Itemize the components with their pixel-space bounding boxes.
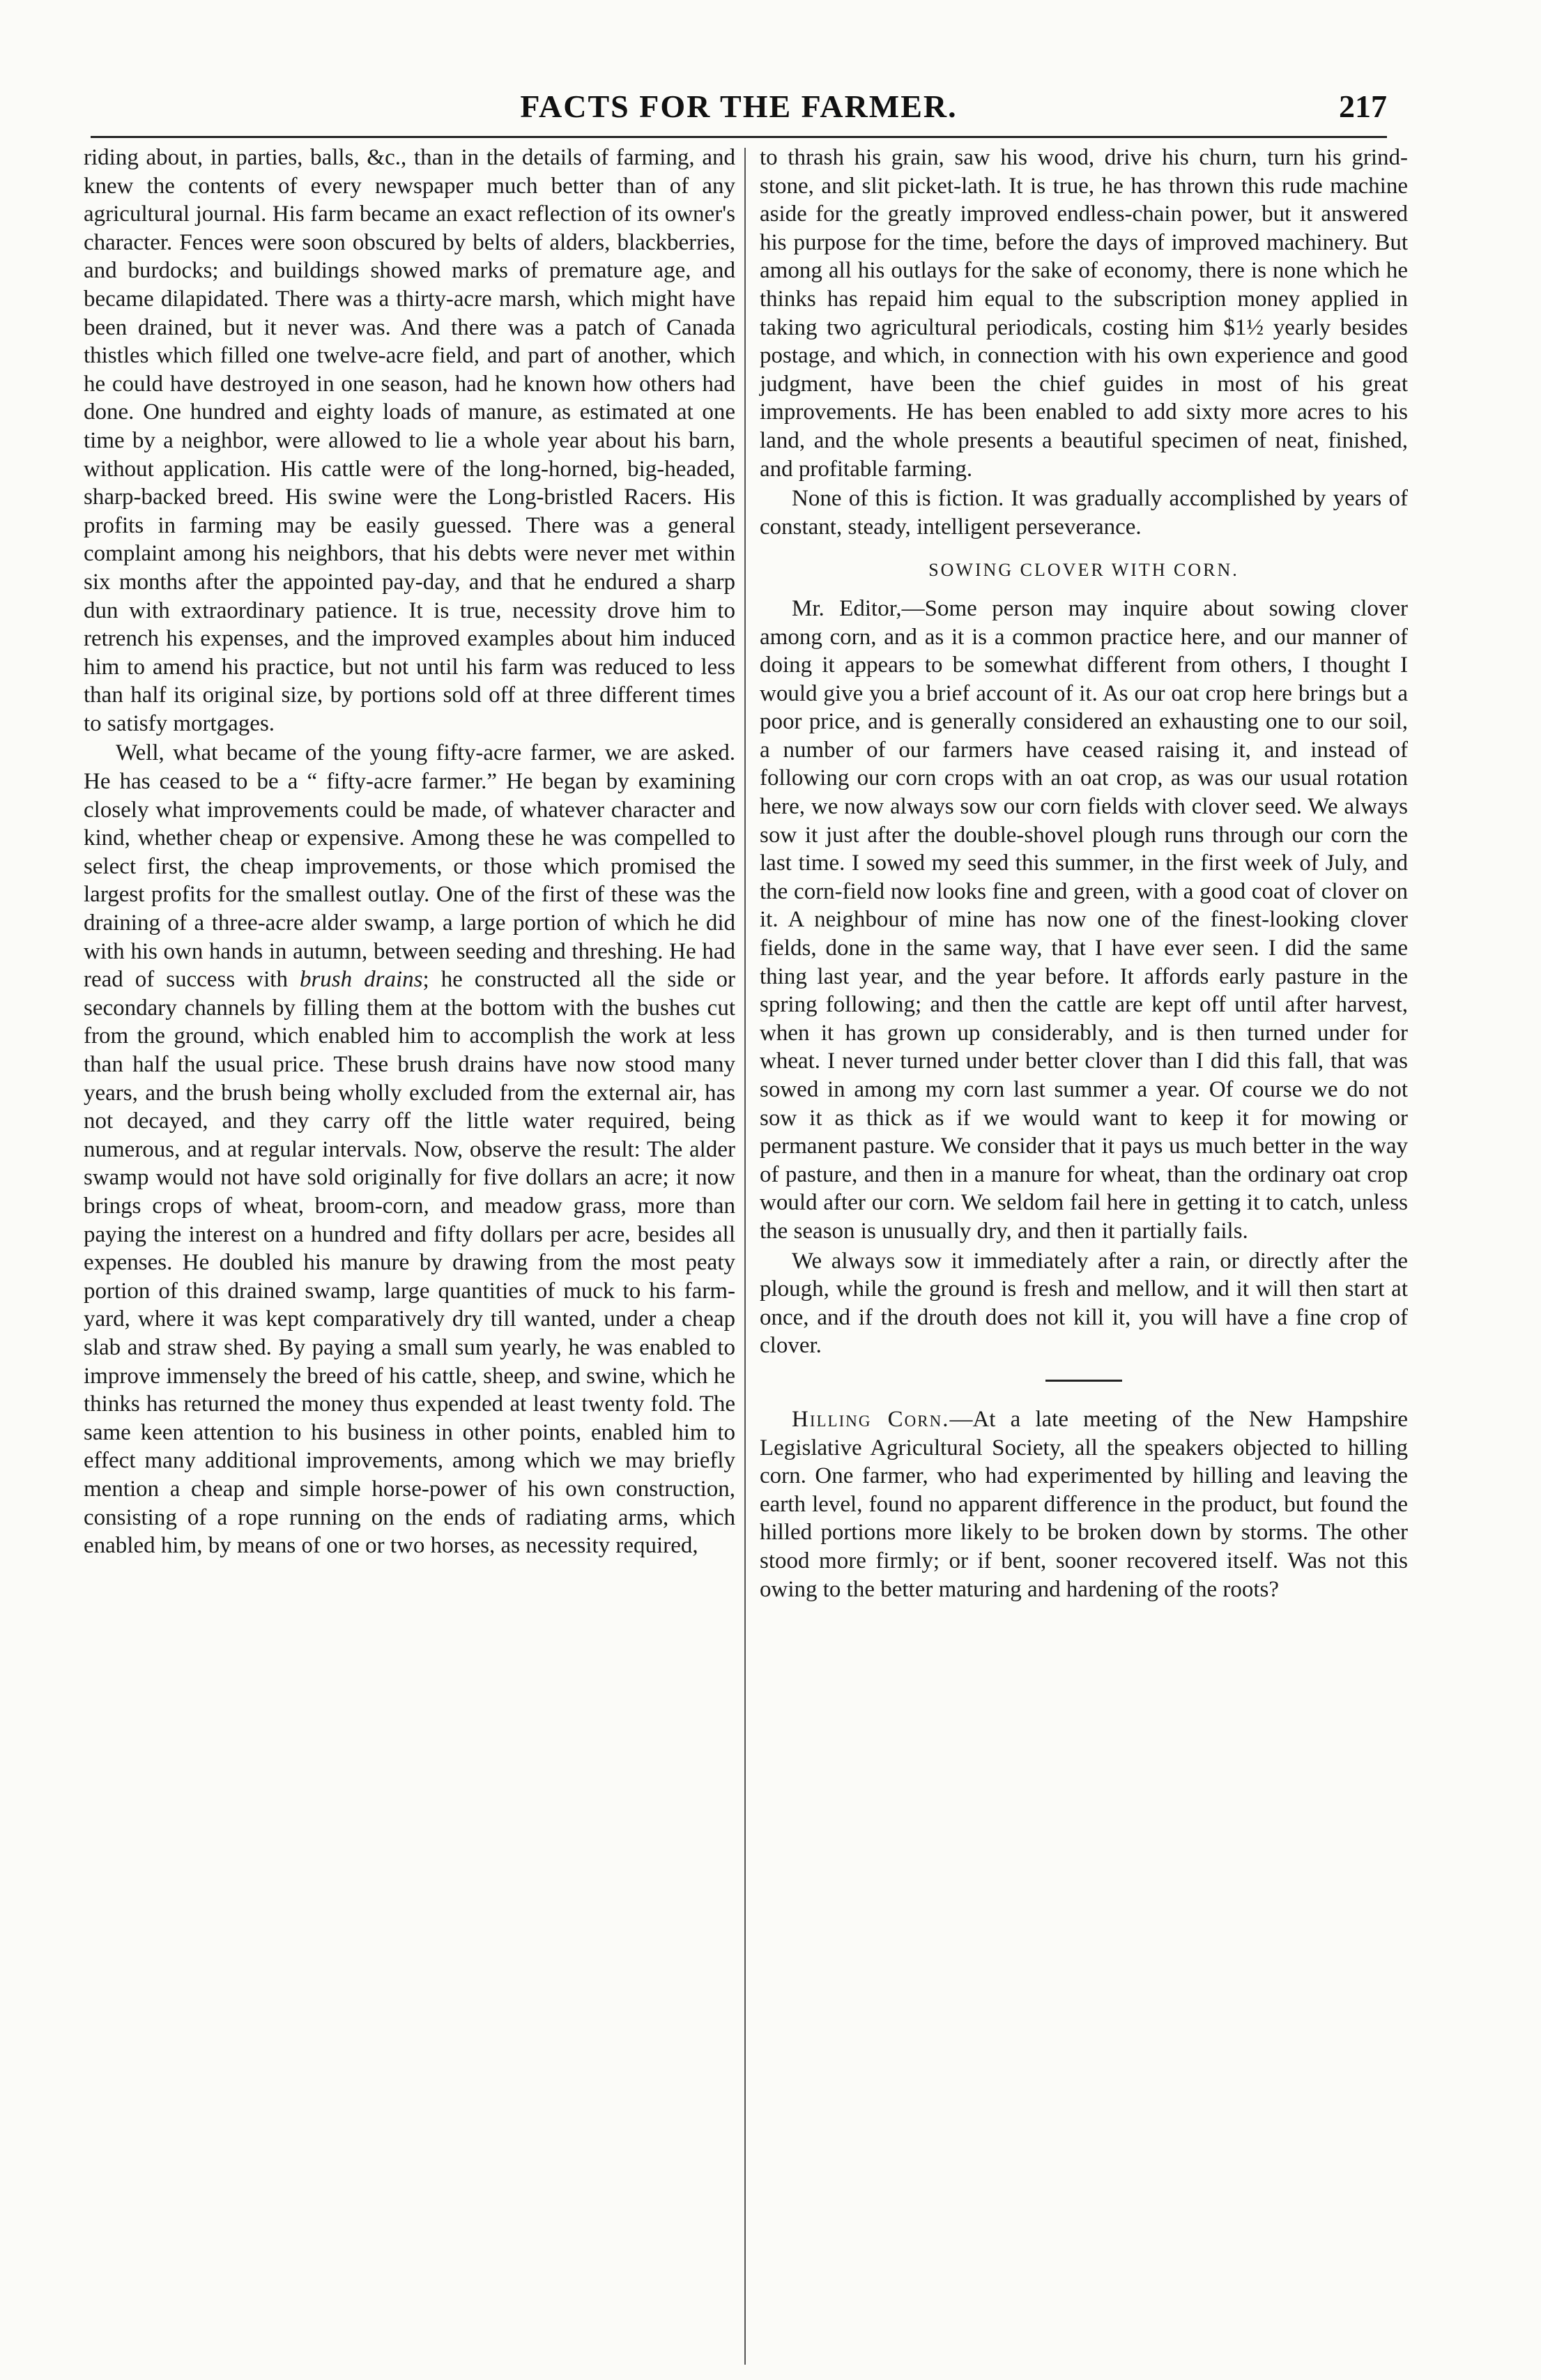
- paragraph-clover-letter: Mr. Editor,—Some person may inquire about sowing clover among corn, and as it is a common practice here, and our manner of doing it appears to be somewhat different from others, I thought I would give you a brief account of it. As our oat crop here brings but a poor price, and is generally considered an exhausting one to our soil, a number of our farmers have ceased raising it, and instead of following our corn crops with an oat crop, as was our usual rotation here, we now always sow our corn fields with clover seed. We always sow it just after the double-shovel plough runs through our corn the last time. I sowed my seed this summer, in the first week of July, and the corn-field now looks fine and green, with a good coat of clover on it. A neighbour of mine has now one of the finest-looking clover fields, done in the same way, that I have ever seen. I did the same thing last year, and the year before. It affords early pasture in the spring following; and then the cattle are kept off until after harvest, when it has grown up considerably, and is then turned under for wheat. I never turned under better clover than I did this fall, that was sowed in among my corn last summer a year. Of course we do not sow it as thick as if we would want to keep it for mowing or permanent pasture. We consider that it pays us much better in the way of pasture, and then in a manure for wheat, than the ordinary oat crop would after our corn. We seldom fail here in getting it to catch, unless the season is unusually dry, and then it partially fails.: [760, 595, 1408, 1244]
- paragraph-not-fiction: None of this is fiction. It was gradually accomplished by years of constant, steady, intelligent perseverance.: [760, 486, 1408, 540]
- text-segment: ; he constructed all the side or secondary channels by filling them at the bottom with the bushes cut from the ground, which enabled him to accomplish the work at less than half the usual price. These brush drains have now stood many years, and the brush being wholly excluded from the external air, has not decayed, and they carry off the little water required, being numerous, and at regular intervals. Now, observe the result: The alder swamp would not have sold originally for five dollars an acre; it now brings crops of wheat, broom-corn, and meadow grass, more than paying the interest on a hundred and fifty dollars per acre, besides all expenses. He doubled his manure by drawing from the most peaty portion of this drained swamp, large quantities of muck to his farm-yard, where it was kept comparatively dry till wanted, under a cheap slab and straw shed. By paying a small sum yearly, he was enabled to improve immensely the breed of his cattle, sheep, and swine, which he thinks has returned the money thus expended at least twenty fold. The same keen attention to his business in other points, enabled him to effect many additional improvements, among which we may briefly mention a cheap and simple horse-power of his own construction, consisting of a rope running on the ends of radiating arms, which enabled him, by means of one or two horses, as necessity required,: [84, 967, 735, 1559]
- text-segment: —At a late meeting of the New Hampshire Legislative Agricultural Society, all the speakers objected to hilling corn. One farmer, who had experimented by hilling and leaving the earth level, found no apparent difference in the product, but found the hilled portions more likely to be broken down by storms. The other stood more firmly; or if bent, sooner recovered itself. Was not this owing to the better maturing and hardening of the roots?: [760, 1406, 1408, 1602]
- paragraph-young-farmer: [84, 739, 735, 1559]
- text-segment: Well, what became of the young fifty-acre farmer, we are asked. He has ceased to be a “ fifty-acre farmer.” He began by examining closely what improvements could be made, of whatever character and kind, whether cheap or expensive. Among these he was compelled to select first, the cheap improvements, or those which promised the largest profits for the smallest outlay. One of the first of these was the draining of a three-acre alder swamp, a large portion of which he did with his own hands in autumn, between seeding and threshing. He had read of success with: [84, 740, 735, 993]
- header-rule: [91, 136, 1387, 138]
- paragraph-hilling-corn: [760, 1405, 1408, 1603]
- running-title: FACTS FOR THE FARMER.: [520, 89, 958, 124]
- paragraph-farm-neglect: riding about, in parties, balls, &c., than in the details of farming, and knew the contents of every newspaper much better than of any agricultural journal. His farm became an exact reflection of its owner's character. Fences were soon obscured by belts of alders, blackberries, and burdocks; and buildings showed marks of premature age, and became dilapidated. There was a thirty-acre marsh, which might have been drained, but it never was. And there was a patch of Canada thistles which filled one twelve-acre field, and part of another, which he could have destroyed in one season, had he known how others had done. One hundred and eighty loads of manure, as estimated at one time by a neighbor, were allowed to lie a whole year about his barn, without application. His cattle were of the long-horned, big-headed, sharp-backed breed. His swine were the Long-bristled Racers. His profits in farming may be easily guessed. There was a general complaint among his neighbors, that his debts were never met within six months after the appointed pay-day, and that he endured a sharp dun with extraordinary patience. It is true, necessity drove him to retrench his expenses, and the improved examples about him induced him to amend his practice, but not until his farm was reduced to less than half its original size, by portions sold off at three different times to satisfy mortgages.: [84, 145, 735, 736]
- page-header: [91, 82, 1387, 138]
- section-divider: [1045, 1380, 1122, 1382]
- hilling-heading: Hilling Corn.: [792, 1406, 950, 1432]
- paragraph-clover-sowing: We always sow it immediately after a rain, or directly after the plough, while the ground is fresh and mellow, and it will then start at once, and if the drouth does not kill it, you will have a fine crop of clover.: [760, 1248, 1408, 1359]
- right-column: [760, 144, 1408, 1603]
- page-number: 217: [1339, 89, 1387, 124]
- left-column: [84, 144, 735, 1560]
- column-divider: [744, 148, 746, 2365]
- italic-phrase: brush drains: [299, 967, 423, 993]
- paragraph-horse-power: to thrash his grain, saw his wood, drive his churn, turn his grind-stone, and slit picket-lath. It is true, he has thrown this rude machine aside for the greatly improved endless-chain power, but it answered his purpose for the time, before the days of improved machinery. But among all his outlays for the sake of economy, there is none which he thinks has repaid him equal to the subscription money applied in taking two agricultural periodicals, costing him $1½ yearly besides postage, and which, in connection with his own experience and good judgment, have been the chief guides in most of his great improvements. He has been enabled to add sixty more acres to his land, and the whole presents a beautiful specimen of neat, finished, and profitable farming.: [760, 145, 1408, 482]
- section-heading-clover: SOWING CLOVER WITH CORN.: [928, 560, 1239, 581]
